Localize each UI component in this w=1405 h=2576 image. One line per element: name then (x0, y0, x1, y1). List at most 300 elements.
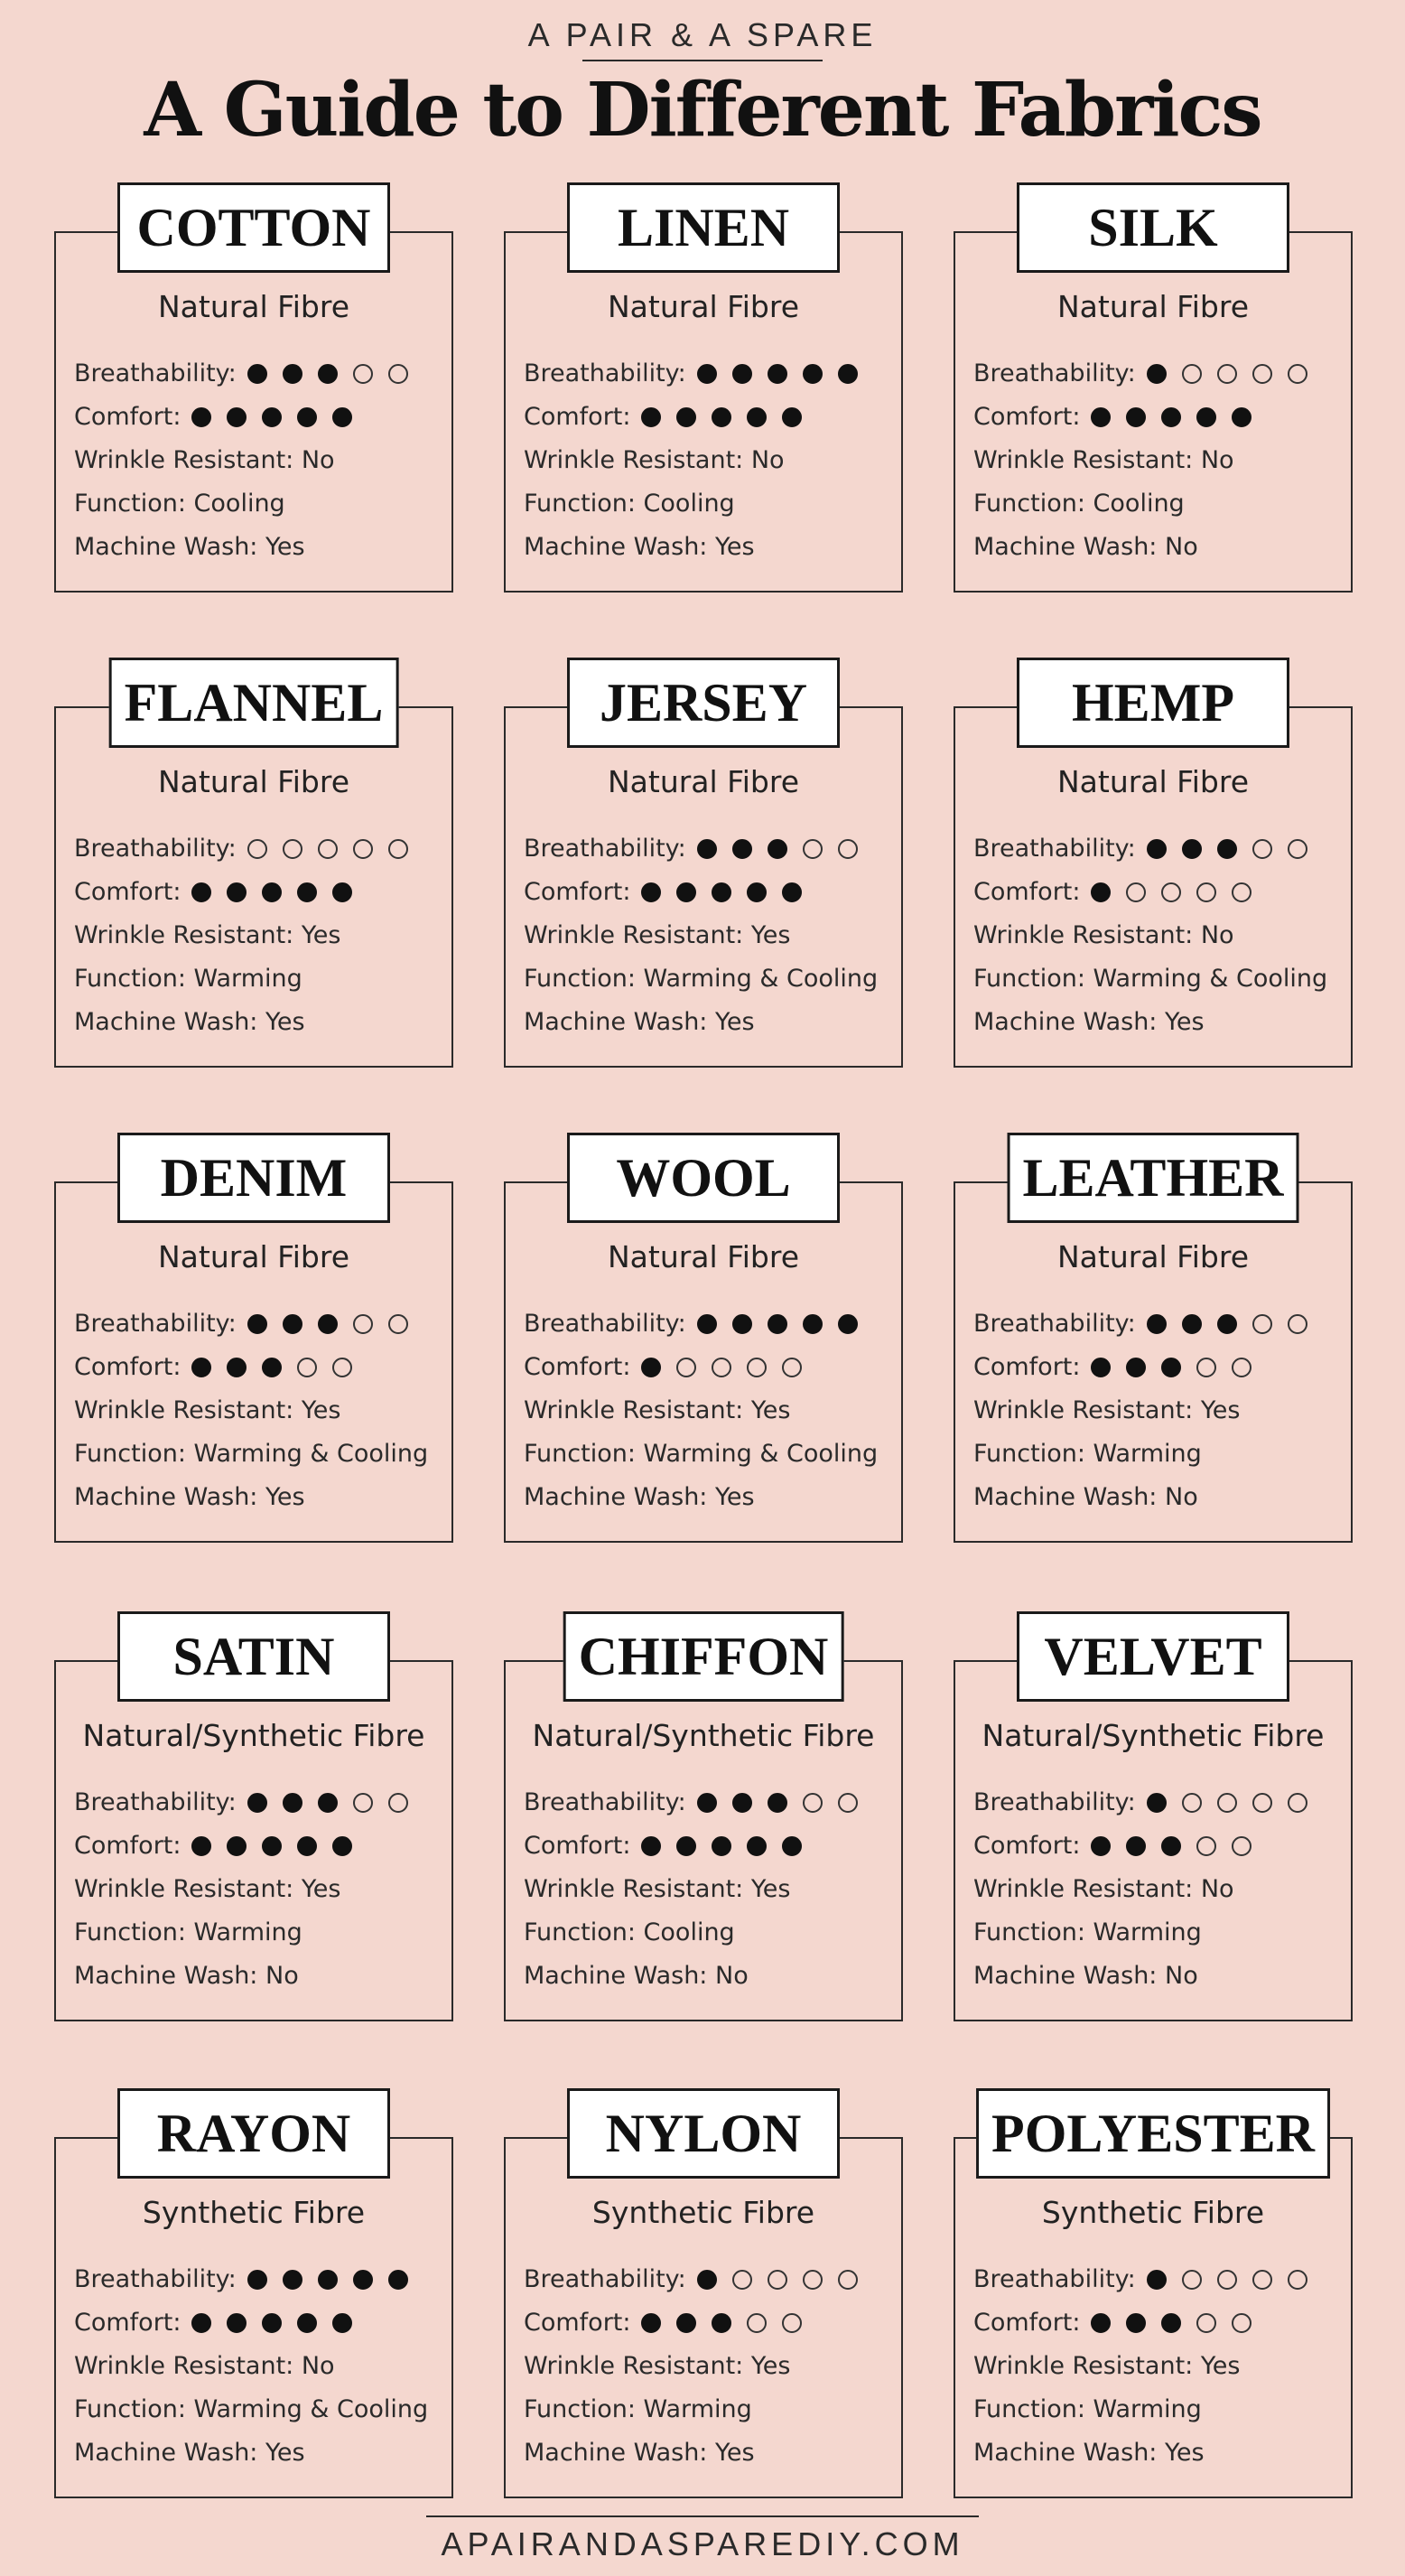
fabric-properties (973, 352, 1344, 569)
function-label: Function: (74, 1440, 186, 1468)
breathability-row (973, 352, 1344, 396)
breathability-row (524, 827, 894, 871)
filled-dot-icon (332, 882, 352, 902)
comfort-row (524, 396, 894, 439)
empty-dot-icon (1252, 1793, 1272, 1813)
fabric-name: JERSEY (567, 658, 840, 748)
filled-dot-icon (712, 1836, 731, 1856)
filled-dot-icon (676, 407, 696, 427)
filled-dot-icon (297, 1836, 317, 1856)
wash-value: Yes (265, 2439, 305, 2467)
fabric-card-polyester (954, 2103, 1353, 2498)
empty-dot-icon (1196, 2313, 1216, 2333)
filled-dot-icon (227, 882, 247, 902)
function-value: Warming & Cooling (1093, 965, 1328, 993)
empty-dot-icon (247, 839, 267, 859)
comfort-row (973, 396, 1344, 439)
spacer (707, 526, 715, 569)
wash-label: Machine Wash: (973, 1962, 1158, 1990)
function-label: Function: (524, 490, 636, 518)
fabric-properties (524, 1781, 894, 1998)
fabric-card-nylon (504, 2103, 903, 2498)
fibre-type: Natural Fibre (157, 764, 350, 799)
empty-dot-icon (768, 2270, 787, 2290)
wash-value: Yes (715, 1008, 755, 1036)
wash-value: Yes (1165, 2439, 1205, 2467)
breathability-label: Breathability: (524, 359, 686, 387)
wash-row (973, 1476, 1344, 1519)
filled-dot-icon (283, 2270, 302, 2290)
function-value: Warming (643, 2395, 752, 2423)
spacer (1193, 914, 1201, 957)
breathability-rating (1147, 1314, 1323, 1334)
fabric-properties (524, 1302, 894, 1519)
wrinkle-value: Yes (750, 921, 791, 949)
filled-dot-icon (262, 882, 282, 902)
wash-value: No (265, 1962, 299, 1990)
filled-dot-icon (283, 1793, 302, 1813)
breathability-row (524, 2258, 894, 2301)
spacer (186, 482, 194, 526)
fabric-name: POLYESTER (976, 2088, 1330, 2179)
filled-dot-icon (1091, 882, 1111, 902)
spacer (1157, 1001, 1165, 1044)
fabric-properties (74, 827, 444, 1044)
function-value: Warming (1093, 1440, 1202, 1468)
wash-label: Machine Wash: (524, 533, 708, 561)
spacer (293, 1868, 302, 1911)
empty-dot-icon (1288, 2270, 1307, 2290)
filled-dot-icon (712, 2313, 731, 2333)
breathability-rating (697, 2270, 873, 2290)
fibre-type: Synthetic Fibre (142, 2195, 366, 2230)
wrinkle-label: Wrinkle Resistant: (973, 1396, 1194, 1424)
fabric-card-velvet (954, 1626, 1353, 2021)
spacer (1157, 1476, 1165, 1519)
filled-dot-icon (768, 364, 787, 384)
function-row (524, 1433, 894, 1476)
function-label: Function: (524, 1918, 636, 1946)
wrinkle-label: Wrinkle Resistant: (74, 1875, 294, 1903)
breathability-row (74, 827, 444, 871)
empty-dot-icon (1232, 2313, 1251, 2333)
empty-dot-icon (388, 364, 408, 384)
filled-dot-icon (227, 1358, 247, 1377)
spacer (186, 1433, 194, 1476)
fabric-card-jersey (504, 672, 903, 1068)
breathability-label: Breathability: (973, 1788, 1136, 1816)
comfort-label: Comfort: (74, 2309, 181, 2337)
comfort-label: Comfort: (74, 878, 181, 906)
fibre-type: Natural Fibre (157, 1239, 350, 1274)
comfort-label: Comfort: (524, 878, 631, 906)
filled-dot-icon (803, 364, 823, 384)
comfort-label: Comfort: (973, 403, 1081, 431)
function-value: Warming & Cooling (193, 1440, 429, 1468)
spacer (257, 1001, 265, 1044)
function-label: Function: (973, 2395, 1085, 2423)
function-row (973, 957, 1344, 1001)
function-row (973, 1911, 1344, 1955)
wash-value: Yes (1165, 1008, 1205, 1036)
wrinkle-value: No (750, 446, 785, 474)
function-label: Function: (74, 1918, 186, 1946)
fibre-type: Natural Fibre (1056, 764, 1250, 799)
wash-row (74, 1955, 444, 1998)
fabric-properties (973, 827, 1344, 1044)
fabric-card-linen (504, 197, 903, 593)
spacer (1193, 1868, 1201, 1911)
wash-label: Machine Wash: (524, 1483, 708, 1511)
comfort-rating (191, 882, 368, 902)
breathability-rating (1147, 364, 1323, 384)
filled-dot-icon (1091, 2313, 1111, 2333)
comfort-rating (641, 407, 817, 427)
filled-dot-icon (262, 1358, 282, 1377)
filled-dot-icon (191, 1358, 211, 1377)
empty-dot-icon (1196, 1836, 1216, 1856)
function-label: Function: (524, 2395, 636, 2423)
spacer (707, 1955, 715, 1998)
filled-dot-icon (332, 2313, 352, 2333)
empty-dot-icon (1252, 364, 1272, 384)
empty-dot-icon (1252, 1314, 1272, 1334)
empty-dot-icon (1232, 1836, 1251, 1856)
fabric-card-rayon (54, 2103, 453, 2498)
spacer (636, 2388, 644, 2431)
breathability-row (973, 2258, 1344, 2301)
wash-row (973, 1955, 1344, 1998)
wrinkle-value: Yes (750, 1396, 791, 1424)
comfort-row (973, 1346, 1344, 1389)
comfort-rating (641, 1836, 817, 1856)
wash-label: Machine Wash: (973, 1008, 1158, 1036)
spacer (1157, 2431, 1165, 2475)
spacer (186, 957, 194, 1001)
function-row (973, 2388, 1344, 2431)
empty-dot-icon (353, 839, 373, 859)
breathability-rating (1147, 839, 1323, 859)
comfort-row (973, 871, 1344, 914)
filled-dot-icon (1161, 1836, 1181, 1856)
breathability-label: Breathability: (524, 2265, 686, 2293)
fibre-type: Synthetic Fibre (591, 2195, 815, 2230)
empty-dot-icon (318, 839, 338, 859)
filled-dot-icon (768, 1314, 787, 1334)
filled-dot-icon (641, 882, 661, 902)
empty-dot-icon (1252, 2270, 1272, 2290)
comfort-rating (191, 1358, 368, 1377)
fabric-properties (973, 1781, 1344, 1998)
filled-dot-icon (191, 882, 211, 902)
fabric-name: NYLON (567, 2088, 840, 2179)
wrinkle-label: Wrinkle Resistant: (74, 446, 294, 474)
fibre-type: Natural/Synthetic Fibre (82, 1718, 425, 1753)
breathability-row (74, 1302, 444, 1346)
breathability-rating (1147, 1793, 1323, 1813)
wash-label: Machine Wash: (524, 2439, 708, 2467)
filled-dot-icon (1217, 1314, 1237, 1334)
wash-value: No (1165, 1962, 1198, 1990)
comfort-label: Comfort: (973, 1832, 1081, 1860)
empty-dot-icon (353, 1793, 373, 1813)
wash-label: Machine Wash: (74, 1962, 258, 1990)
empty-dot-icon (782, 2313, 802, 2333)
comfort-label: Comfort: (524, 2309, 631, 2337)
empty-dot-icon (1288, 1793, 1307, 1813)
spacer (293, 2345, 302, 2388)
empty-dot-icon (803, 1793, 823, 1813)
wrinkle-row (74, 439, 444, 482)
empty-dot-icon (803, 2270, 823, 2290)
spacer (186, 2388, 194, 2431)
fabric-card-leather (954, 1147, 1353, 1543)
filled-dot-icon (697, 364, 717, 384)
comfort-row (74, 396, 444, 439)
wrinkle-row (74, 1389, 444, 1433)
spacer (293, 439, 302, 482)
comfort-rating (191, 2313, 368, 2333)
comfort-label: Comfort: (973, 878, 1081, 906)
filled-dot-icon (1126, 1836, 1146, 1856)
empty-dot-icon (1182, 2270, 1202, 2290)
fibre-type: Natural/Synthetic Fibre (532, 1718, 875, 1753)
wash-row (524, 1001, 894, 1044)
function-value: Cooling (1093, 490, 1185, 518)
filled-dot-icon (297, 2313, 317, 2333)
fabric-properties (74, 1781, 444, 1998)
filled-dot-icon (247, 1793, 267, 1813)
wash-row (524, 2431, 894, 2475)
breathability-rating (247, 1793, 423, 1813)
footer-website: APAIRANDASPAREDIY.COM (441, 2525, 964, 2562)
filled-dot-icon (838, 1314, 858, 1334)
filled-dot-icon (227, 1836, 247, 1856)
empty-dot-icon (1288, 839, 1307, 859)
filled-dot-icon (676, 2313, 696, 2333)
empty-dot-icon (1288, 1314, 1307, 1334)
empty-dot-icon (838, 1793, 858, 1813)
empty-dot-icon (1217, 364, 1237, 384)
filled-dot-icon (712, 882, 731, 902)
empty-dot-icon (1196, 882, 1216, 902)
filled-dot-icon (1196, 407, 1216, 427)
wrinkle-value: No (301, 2352, 335, 2380)
fabric-name: COTTON (117, 182, 390, 273)
fabric-properties (524, 352, 894, 569)
filled-dot-icon (747, 407, 767, 427)
empty-dot-icon (388, 839, 408, 859)
wash-label: Machine Wash: (973, 2439, 1158, 2467)
function-value: Cooling (643, 1918, 735, 1946)
wrinkle-row (524, 1868, 894, 1911)
wash-value: No (1165, 1483, 1198, 1511)
filled-dot-icon (1161, 407, 1181, 427)
comfort-row (74, 871, 444, 914)
spacer (743, 2345, 751, 2388)
breathability-row (973, 1781, 1344, 1825)
function-value: Cooling (643, 490, 735, 518)
wash-row (973, 1001, 1344, 1044)
wash-row (973, 2431, 1344, 2475)
breathability-rating (697, 839, 873, 859)
spacer (1085, 482, 1093, 526)
wrinkle-value: Yes (301, 1396, 341, 1424)
function-value: Warming & Cooling (193, 2395, 429, 2423)
breathability-rating (247, 364, 423, 384)
comfort-rating (1091, 407, 1267, 427)
filled-dot-icon (318, 1314, 338, 1334)
filled-dot-icon (1091, 1358, 1111, 1377)
spacer (1085, 2388, 1093, 2431)
empty-dot-icon (1126, 882, 1146, 902)
fabric-properties (524, 827, 894, 1044)
comfort-row (524, 1346, 894, 1389)
wash-label: Machine Wash: (973, 1483, 1158, 1511)
filled-dot-icon (1147, 364, 1167, 384)
breathability-row (524, 1781, 894, 1825)
wrinkle-row (74, 1868, 444, 1911)
empty-dot-icon (1252, 839, 1272, 859)
filled-dot-icon (388, 2270, 408, 2290)
filled-dot-icon (747, 882, 767, 902)
comfort-rating (1091, 1358, 1267, 1377)
fibre-type: Natural Fibre (607, 764, 800, 799)
filled-dot-icon (283, 364, 302, 384)
filled-dot-icon (353, 2270, 373, 2290)
wash-label: Machine Wash: (74, 2439, 258, 2467)
breathability-label: Breathability: (524, 835, 686, 863)
empty-dot-icon (283, 839, 302, 859)
filled-dot-icon (227, 2313, 247, 2333)
comfort-rating (1091, 2313, 1267, 2333)
filled-dot-icon (247, 364, 267, 384)
wash-label: Machine Wash: (74, 1483, 258, 1511)
empty-dot-icon (838, 839, 858, 859)
filled-dot-icon (1232, 407, 1251, 427)
filled-dot-icon (732, 364, 752, 384)
wrinkle-label: Wrinkle Resistant: (524, 446, 744, 474)
spacer (707, 1476, 715, 1519)
wrinkle-row (973, 914, 1344, 957)
wrinkle-label: Wrinkle Resistant: (524, 1396, 744, 1424)
function-label: Function: (973, 965, 1085, 993)
breathability-label: Breathability: (74, 359, 237, 387)
wrinkle-row (524, 1389, 894, 1433)
wrinkle-label: Wrinkle Resistant: (524, 1875, 744, 1903)
breathability-label: Breathability: (973, 1310, 1136, 1338)
footer-divider (426, 2515, 979, 2517)
wrinkle-row (74, 914, 444, 957)
comfort-row (74, 2301, 444, 2345)
fibre-type: Natural/Synthetic Fibre (982, 1718, 1325, 1753)
filled-dot-icon (1147, 839, 1167, 859)
filled-dot-icon (1147, 2270, 1167, 2290)
fibre-type: Natural Fibre (1056, 1239, 1250, 1274)
function-row (973, 482, 1344, 526)
fabric-name: VELVET (1017, 1611, 1289, 1702)
filled-dot-icon (782, 407, 802, 427)
wash-value: Yes (265, 533, 305, 561)
wrinkle-label: Wrinkle Resistant: (973, 921, 1194, 949)
spacer (293, 914, 302, 957)
spacer (707, 1001, 715, 1044)
function-row (524, 1911, 894, 1955)
wrinkle-row (524, 2345, 894, 2388)
filled-dot-icon (318, 1793, 338, 1813)
wrinkle-label: Wrinkle Resistant: (74, 2352, 294, 2380)
spacer (257, 526, 265, 569)
empty-dot-icon (1217, 1793, 1237, 1813)
spacer (1085, 1911, 1093, 1955)
filled-dot-icon (768, 1793, 787, 1813)
function-value: Warming & Cooling (643, 1440, 879, 1468)
breathability-rating (247, 2270, 423, 2290)
comfort-label: Comfort: (973, 2309, 1081, 2337)
wrinkle-row (973, 2345, 1344, 2388)
breathability-label: Breathability: (74, 2265, 237, 2293)
empty-dot-icon (1182, 364, 1202, 384)
function-label: Function: (973, 1440, 1085, 1468)
wrinkle-value: Yes (1200, 2352, 1241, 2380)
fabric-card-silk (954, 197, 1353, 593)
filled-dot-icon (1161, 1358, 1181, 1377)
filled-dot-icon (697, 1793, 717, 1813)
fabric-name: WOOL (567, 1133, 840, 1223)
spacer (257, 1955, 265, 1998)
spacer (257, 1476, 265, 1519)
filled-dot-icon (676, 1836, 696, 1856)
wash-row (74, 526, 444, 569)
spacer (1193, 2345, 1201, 2388)
wash-label: Machine Wash: (524, 1008, 708, 1036)
fabric-card-satin (54, 1626, 453, 2021)
fibre-type: Synthetic Fibre (1041, 2195, 1265, 2230)
fabric-card-hemp (954, 672, 1353, 1068)
spacer (257, 2431, 265, 2475)
fabric-name: SILK (1017, 182, 1289, 273)
fibre-type: Natural Fibre (157, 289, 350, 324)
function-label: Function: (74, 2395, 186, 2423)
filled-dot-icon (297, 407, 317, 427)
fabric-name: HEMP (1017, 658, 1289, 748)
comfort-rating (1091, 1836, 1267, 1856)
fabric-card-flannel (54, 672, 453, 1068)
wrinkle-value: No (301, 446, 335, 474)
wash-value: No (1165, 533, 1198, 561)
fabric-card-chiffon (504, 1626, 903, 2021)
wrinkle-value: Yes (301, 1875, 341, 1903)
filled-dot-icon (1126, 407, 1146, 427)
comfort-rating (191, 407, 368, 427)
spacer (636, 957, 644, 1001)
empty-dot-icon (353, 1314, 373, 1334)
wrinkle-value: Yes (750, 2352, 791, 2380)
empty-dot-icon (1288, 364, 1307, 384)
function-row (74, 1433, 444, 1476)
comfort-label: Comfort: (524, 1832, 631, 1860)
wrinkle-label: Wrinkle Resistant: (973, 1875, 1194, 1903)
function-value: Warming (1093, 2395, 1202, 2423)
wash-row (973, 526, 1344, 569)
wrinkle-row (973, 1389, 1344, 1433)
filled-dot-icon (1091, 1836, 1111, 1856)
wash-label: Machine Wash: (973, 533, 1158, 561)
function-row (524, 482, 894, 526)
empty-dot-icon (1232, 1358, 1251, 1377)
breathability-rating (697, 1793, 873, 1813)
function-value: Warming (193, 1918, 302, 1946)
